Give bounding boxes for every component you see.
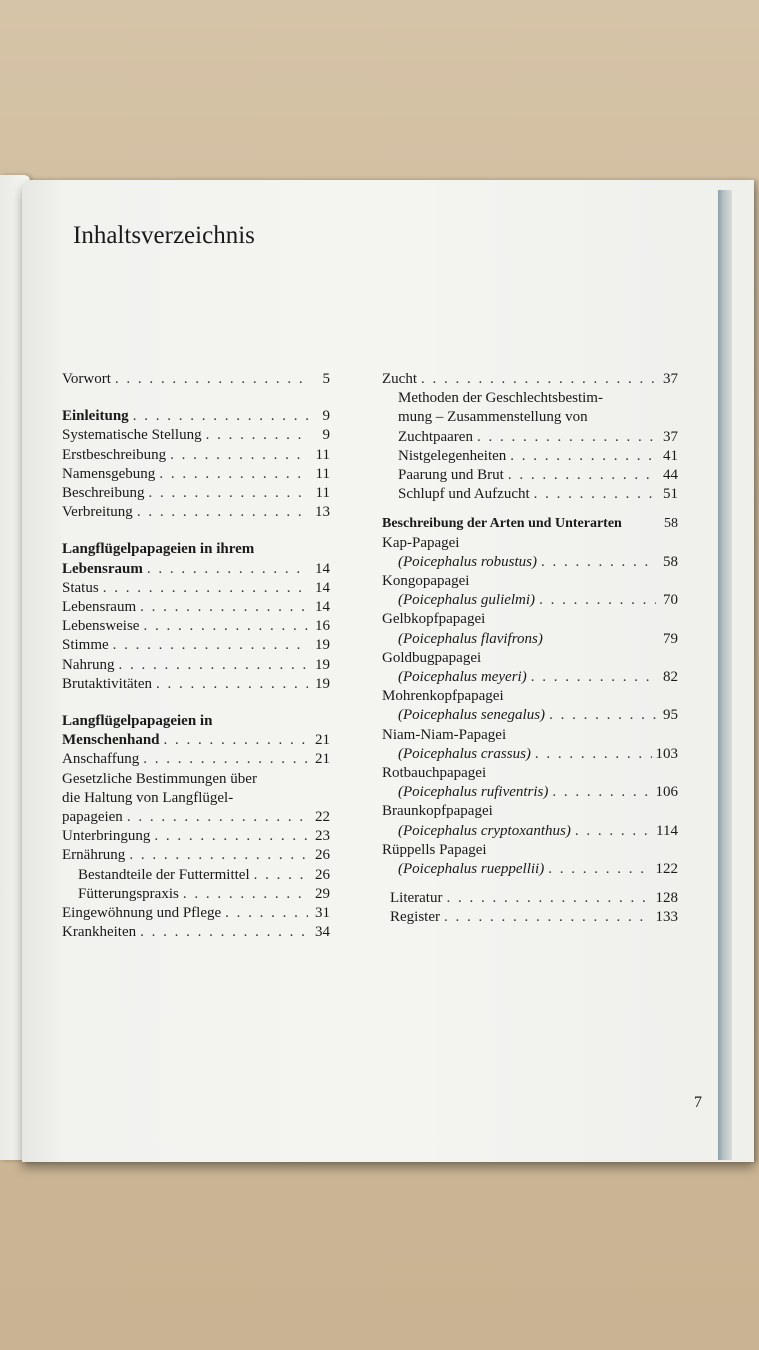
- toc-entry-page: 26: [315, 847, 330, 864]
- leader-dots: [225, 904, 308, 923]
- toc-entry-label: (Poicephalus rufiventris): [398, 784, 549, 801]
- leader-dots: [137, 503, 308, 522]
- toc-entry: [62, 846, 330, 865]
- toc-entry-page: 70: [663, 592, 678, 609]
- toc-entry: [62, 598, 330, 617]
- toc-entry: [62, 885, 330, 904]
- toc-entry: [382, 447, 678, 466]
- toc-entry-page: 106: [655, 784, 678, 801]
- toc-entry-page: 128: [655, 890, 678, 907]
- leader-dots: [539, 591, 656, 610]
- toc-entry: [382, 428, 678, 447]
- toc-entry: [382, 860, 678, 879]
- toc-entry: [382, 822, 678, 841]
- toc-entry-label: Nistgelegenheiten: [398, 447, 507, 464]
- toc-entry: [62, 731, 330, 750]
- leader-dots: [133, 407, 308, 426]
- toc-text-line: Methoden der Geschlechtsbestim-: [398, 390, 603, 407]
- toc-entry-label: Eingewöhnung und Pflege: [62, 905, 222, 922]
- leader-dots: [170, 446, 308, 465]
- toc-entry-page: 37: [663, 371, 678, 387]
- toc-entry-label: Unterbringung: [62, 828, 151, 845]
- leader-dots: [549, 706, 656, 725]
- leader-dots: [254, 866, 308, 885]
- toc-text-line: Mohrenkopfpapagei: [382, 688, 504, 705]
- toc-entry-label: papageien: [62, 809, 123, 826]
- toc-text-line: Rüppells Papagei: [382, 841, 487, 858]
- leader-dots: [444, 908, 652, 927]
- toc-entry-label: Systematische Stellung: [62, 427, 202, 444]
- toc-entry-label: Stimme: [62, 637, 109, 654]
- toc-entry-page: 79: [663, 630, 678, 647]
- leader-dots: [477, 428, 656, 447]
- toc-entry-label: Status: [62, 579, 99, 596]
- leader-dots: [164, 731, 308, 750]
- toc-entry: [62, 750, 330, 769]
- toc-text-line: Gesetzliche Bestimmungen über: [62, 770, 257, 787]
- toc-entry-page: 103: [655, 745, 678, 762]
- leader-dots: [103, 579, 308, 598]
- toc-entry: [62, 808, 330, 827]
- toc-entry: [62, 560, 330, 579]
- leader-dots: [154, 827, 308, 846]
- toc-entry-label: Bestandteile der Futtermittel: [78, 866, 250, 883]
- toc-entry: [382, 783, 678, 802]
- toc-entry-label: (Poicephalus cryptoxanthus): [398, 822, 571, 839]
- toc-entry-page: 23: [315, 828, 330, 845]
- toc-entry-label: (Poicephalus robustus): [398, 553, 538, 570]
- toc-entry: [62, 923, 330, 942]
- toc-text-line: Niam-Niam-Papagei: [382, 726, 507, 743]
- leader-dots: [113, 636, 308, 655]
- toc-entry-page: 13: [315, 504, 330, 521]
- toc-entry-label: Schlupf und Aufzucht: [398, 486, 530, 503]
- toc-entry-label: Ernährung: [62, 847, 126, 864]
- toc-entry: [62, 484, 330, 503]
- toc-entry: [382, 553, 678, 572]
- toc-entry: [62, 370, 330, 389]
- toc-entry-page: 37: [663, 428, 678, 445]
- toc-entry: [382, 370, 678, 389]
- page-number: 7: [694, 1094, 702, 1111]
- toc-entry-label: Zucht: [382, 371, 417, 387]
- toc-entry-page: 122: [655, 861, 678, 878]
- leader-dots: [140, 923, 308, 942]
- toc-entry-page: 11: [315, 465, 330, 482]
- toc-entry-label: (Poicephalus flavifrons): [398, 630, 543, 647]
- page-stack-edge: [718, 190, 732, 1160]
- toc-entry-page: 11: [315, 485, 330, 502]
- leader-dots: [143, 750, 308, 769]
- toc-entry-label: (Poicephalus meyeri): [398, 669, 527, 686]
- toc-entry: [62, 426, 330, 445]
- leader-dots: [115, 370, 308, 389]
- toc-text-line: Kongopapagei: [382, 573, 470, 590]
- toc-entry-label: (Poicephalus gulielmi): [398, 592, 536, 609]
- leader-dots: [206, 426, 308, 445]
- toc-entry-page: 58: [664, 516, 678, 532]
- toc-entry-label: Vorwort: [62, 371, 111, 387]
- toc-entry-page: 19: [315, 675, 330, 692]
- toc-entry-label: Menschenhand: [62, 732, 160, 749]
- toc-entry-label: Einleitung: [62, 408, 129, 425]
- toc-entry: [62, 446, 330, 465]
- toc-entry-label: Namensgebung: [62, 465, 156, 482]
- toc-entry: [62, 407, 330, 426]
- leader-dots: [548, 860, 651, 879]
- toc-entry: [382, 591, 678, 610]
- toc-entry: [382, 466, 678, 485]
- toc-heading-line: Langflügelpapageien in: [62, 713, 213, 730]
- toc-entry-page: 9: [322, 408, 330, 425]
- toc-entry-page: 114: [656, 822, 678, 839]
- toc-entry-page: 14: [315, 579, 330, 596]
- leader-dots: [129, 846, 308, 865]
- leader-dots: [143, 617, 308, 636]
- toc-text-line: Gelbkopfpapagei: [382, 611, 486, 628]
- toc-entry: [62, 465, 330, 484]
- leader-dots: [534, 485, 656, 504]
- leader-dots: [159, 465, 308, 484]
- leader-dots: [552, 783, 651, 802]
- toc-entry-label: Zuchtpaaren: [398, 428, 473, 445]
- toc-entry-page: 29: [315, 885, 330, 902]
- toc-entry-page: 26: [315, 866, 330, 883]
- toc-entry-label: Literatur: [390, 890, 443, 907]
- toc-heading-line: Langflügelpapageien in ihrem: [62, 541, 255, 558]
- toc-entry-page: 9: [322, 427, 330, 444]
- toc-text-line: Braunkopfpapagei: [382, 803, 493, 820]
- toc-entry: [382, 889, 678, 908]
- toc-text-line: Goldbugpapagei: [382, 649, 482, 666]
- page-title: Inhaltsverzeichnis: [73, 222, 255, 249]
- toc-text-line: Rotbauchpapagei: [382, 765, 487, 782]
- toc-entry-page: 95: [663, 707, 678, 724]
- toc-entry: [382, 745, 678, 764]
- toc-text-line: mung – Zusammenstellung von: [398, 409, 588, 426]
- leader-dots: [148, 484, 308, 503]
- leader-dots: [508, 466, 656, 485]
- toc-entry: [382, 630, 678, 649]
- leader-dots: [531, 668, 656, 687]
- leader-dots: [156, 675, 308, 694]
- toc-entry-page: 11: [315, 446, 330, 463]
- leader-dots: [446, 889, 651, 908]
- toc-entry: [62, 866, 330, 885]
- leader-dots: [140, 598, 308, 617]
- toc-right-column: [382, 370, 678, 928]
- leader-dots: [510, 447, 656, 466]
- toc-entry-label: Erstbeschreibung: [62, 446, 167, 463]
- toc-entry-label: Krankheiten: [62, 924, 137, 941]
- toc-entry: [382, 668, 678, 687]
- toc-entry-page: 5: [322, 371, 330, 387]
- toc-entry-page: 34: [315, 924, 330, 941]
- toc-entry-page: 51: [663, 486, 678, 503]
- toc-entry-page: 14: [315, 560, 330, 577]
- leader-dots: [421, 370, 656, 389]
- leader-dots: [147, 560, 308, 579]
- toc-entry-label: Paarung und Brut: [398, 467, 504, 484]
- toc-entry: [382, 908, 678, 927]
- leader-dots: [575, 822, 652, 841]
- leader-dots: [183, 885, 308, 904]
- toc-text-line: die Haltung von Langflügel-: [62, 789, 234, 806]
- toc-entry-label: Lebensraum: [62, 560, 143, 577]
- leader-dots: [119, 656, 309, 675]
- toc-entry-label: Nahrung: [62, 656, 115, 673]
- toc-entry-page: 21: [315, 732, 330, 749]
- toc-entry-page: 133: [655, 909, 678, 926]
- toc-entry-label: Brutaktivitäten: [62, 675, 152, 692]
- toc-entry: [382, 706, 678, 725]
- toc-text-line: Kap-Papagei: [382, 534, 460, 551]
- toc-entry-page: 58: [663, 553, 678, 570]
- toc-entry-label: (Poicephalus rueppellii): [398, 861, 545, 878]
- toc-entry-label: Fütterungspraxis: [78, 885, 179, 902]
- toc-entry: [62, 656, 330, 675]
- toc-entry-label: Lebensweise: [62, 618, 140, 635]
- toc-entry-label: (Poicephalus senegalus): [398, 707, 546, 724]
- toc-entry: [62, 904, 330, 923]
- toc-entry-label: Lebensraum: [62, 599, 137, 616]
- leader-dots: [127, 808, 308, 827]
- toc-entry-label: (Poicephalus crassus): [398, 745, 531, 762]
- toc-entry-page: 14: [315, 599, 330, 616]
- toc-entry: [62, 503, 330, 522]
- toc-entry-page: 19: [315, 656, 330, 673]
- toc-entry-page: 19: [315, 637, 330, 654]
- toc-left-column: [62, 370, 330, 942]
- toc-entry: [62, 675, 330, 694]
- toc-entry: [62, 636, 330, 655]
- leader-dots: [541, 553, 656, 572]
- toc-entry: [62, 617, 330, 636]
- toc-entry: [62, 827, 330, 846]
- toc-entry-page: 41: [663, 447, 678, 464]
- toc-entry: [62, 579, 330, 598]
- toc-entry: [382, 485, 678, 504]
- toc-entry-page: 82: [663, 669, 678, 686]
- toc-entry: [382, 514, 678, 533]
- toc-entry-label: Anschaffung: [62, 751, 140, 768]
- toc-entry-label: Beschreibung der Arten und Unterarten: [382, 516, 622, 532]
- toc-entry-page: 44: [663, 467, 678, 484]
- toc-entry-label: Verbreitung: [62, 504, 133, 521]
- toc-entry-label: Register: [390, 909, 440, 926]
- leader-dots: [535, 745, 652, 764]
- toc-entry-label: Beschreibung: [62, 485, 145, 502]
- toc-entry-page: 22: [315, 809, 330, 826]
- toc-entry-page: 21: [315, 751, 330, 768]
- toc-entry-page: 16: [315, 618, 330, 635]
- toc-entry-page: 31: [315, 905, 330, 922]
